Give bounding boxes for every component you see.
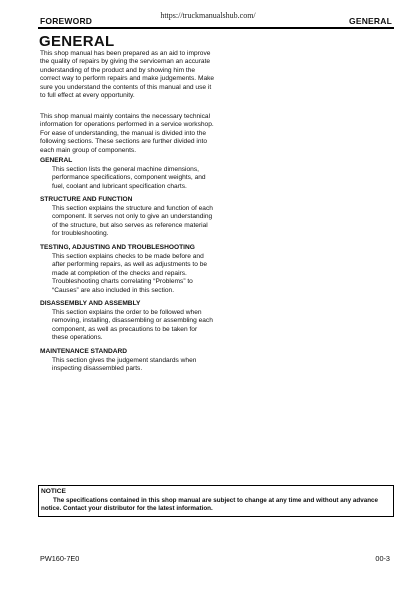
notice-title: NOTICE [41, 488, 66, 495]
section-heading-maintenance: MAINTENANCE STANDARD [40, 348, 128, 355]
section-heading-structure: STRUCTURE AND FUNCTION [40, 196, 133, 203]
section-heading-disassembly: DISASSEMBLY AND ASSEMBLY [40, 300, 141, 307]
footer-page-number: 00-3 [375, 554, 390, 563]
header-chapter-label: GENERAL [349, 16, 392, 26]
section-body-maintenance: This section gives the judgement standards when inspecting disassembled parts. [52, 357, 197, 373]
header-rule [38, 27, 394, 29]
section-body-testing: This section explains checks to be made before and after performing repairs, as well as adjustments to be made at completion of the checks and repairs. Troubleshooting charts correlating “Problems” to “Causes” are also included in this section. [52, 253, 208, 294]
section-body-disassembly: This section explains the order to be followed when removing, installing, disassembling or assembling each component, as well as precautions to be taken for these operations. [52, 309, 213, 342]
header-section-label: FOREWORD [40, 16, 93, 26]
section-body-general: This section lists the general machine dimensions, performance specifications, component weights, and fuel, coolant and lubricant specification charts. [52, 166, 206, 190]
section-body-structure: This section explains the structure and function of each component. It serves not only to give an understanding of the structure, but also serves as reference material for troubleshooting. [52, 205, 213, 238]
page-title: GENERAL [39, 33, 115, 50]
source-url[interactable]: https://truckmanualshub.com/ [160, 11, 256, 20]
notice-text [41, 497, 391, 513]
intro-paragraph-1: This shop manual has been prepared as an aid to improve the quality of repairs by giving the serviceman an accurate understanding of the product and by showing him the correct way to perform repairs and make judgements. Make sure you understand the contents of this manual and use it to full effect at every opportunity. [40, 50, 215, 100]
notice-text-content: The specifications contained in this shop manual are subject to change at any time and without any advance notice. Contact your distributor for the latest information. [41, 497, 379, 513]
intro-paragraph-2: This shop manual mainly contains the necessary technical information for operations performed in a service workshop. For ease of understanding, the manual is divided into the following sections. These sections are further divided into each main group of components. [40, 113, 214, 154]
section-heading-general: GENERAL [40, 157, 73, 164]
section-heading-testing: TESTING, ADJUSTING AND TROUBLESHOOTING [40, 244, 195, 251]
notice-box [38, 485, 394, 517]
footer-model-code: PW160-7E0 [40, 554, 80, 563]
